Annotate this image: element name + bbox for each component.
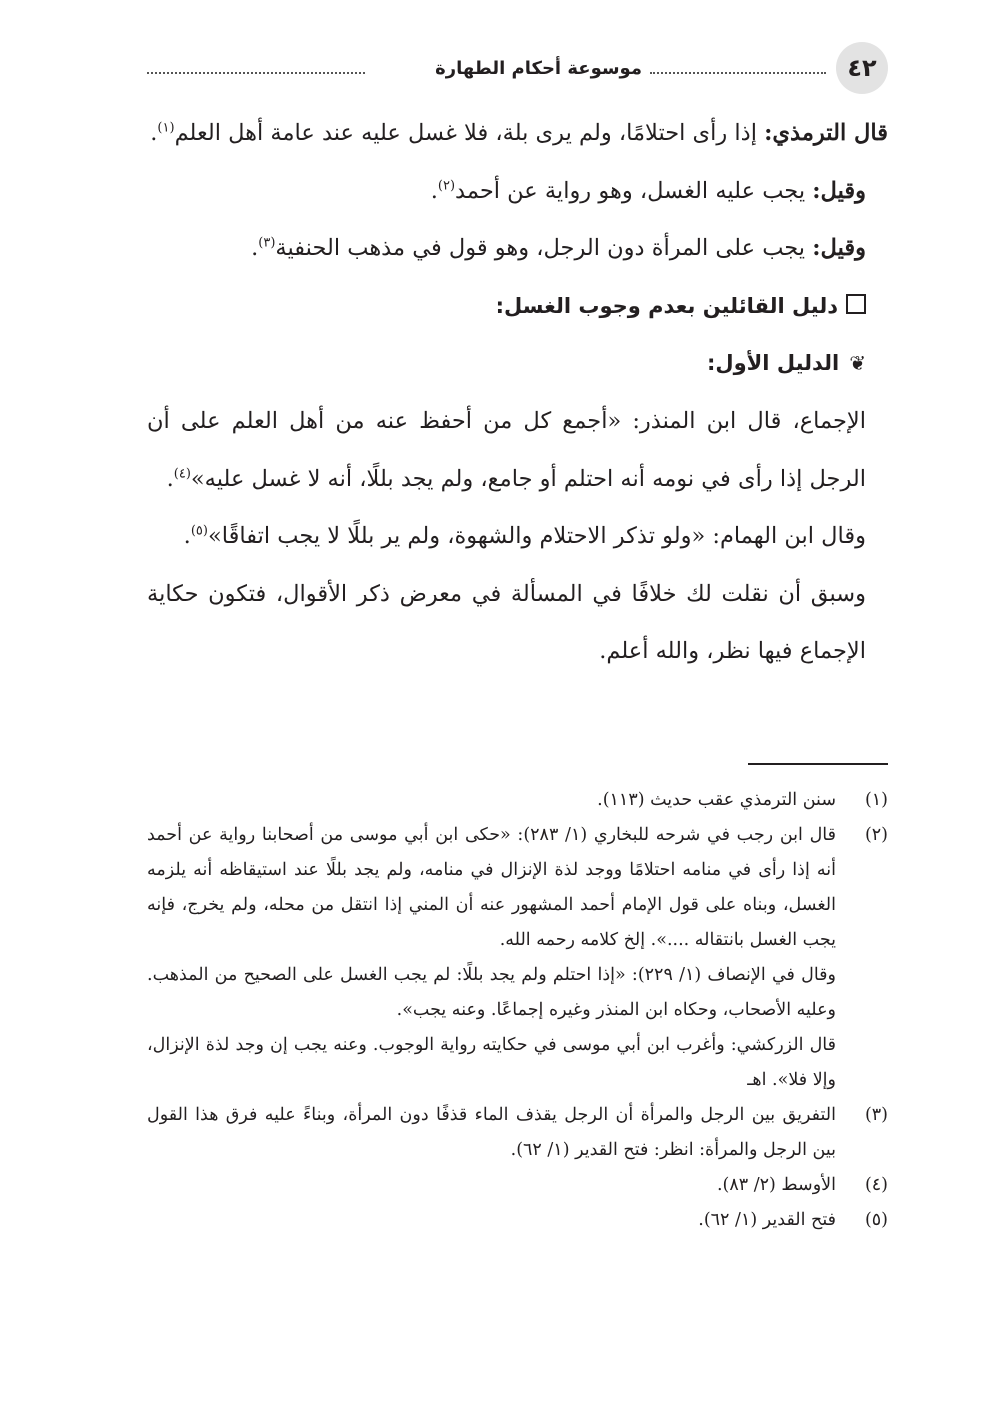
page-number: ٤٢ <box>836 42 888 94</box>
main-text <box>147 105 888 681</box>
paragraph-conclusion: وسبق أن نقلت لك خلافًا في المسألة في معرض ذكر الأقوال، فتكون حكاية الإجماع فيها نظر، والله أعلم. <box>147 580 866 665</box>
paragraph-ijma <box>147 393 888 508</box>
footnote-text: قال الزركشي: وأغرب ابن أبي موسى في حكايته رواية الوجوب. وعنه يجب إن وجد لذة الإنزال، وإلا فلا». اهـ <box>147 1035 836 1090</box>
footnotes <box>147 783 888 1238</box>
paragraph-end: . <box>166 465 174 492</box>
paragraph-end: . <box>150 120 158 146</box>
paragraph-text: إذا رأى احتلامًا، ولم يرى بلة، فلا غسل عليه عند عامة أهل العلم <box>174 120 765 146</box>
footnote-ref[interactable]: (٣) <box>258 235 276 251</box>
paragraph-end: . <box>430 177 438 204</box>
speaker-label: وقيل: <box>812 177 866 204</box>
header-dotted-rule-right <box>650 72 826 74</box>
paragraph-qila-2 <box>147 220 888 278</box>
footnote-text: فتح القدير (١/ ٦٢). <box>698 1210 836 1230</box>
footnote-number: (٥) <box>864 1210 888 1230</box>
footnote-3 <box>147 1098 888 1168</box>
checkbox-icon <box>846 294 866 314</box>
speaker-label: وقيل: <box>812 235 866 262</box>
footnote-number: (٢) <box>864 825 888 845</box>
paragraph-text: الإجماع، قال ابن المنذر: «أجمع كل من أحفظ عنه من أهل العلم على أن الرجل إذا رأى في نومه أنه احتلم أو جامع، ولم يجد بللًا، أنه لا غسل عليه» <box>147 407 866 492</box>
paragraph-end: . <box>251 235 259 262</box>
paragraph-text: يجب على المرأة دون الرجل، وهو قول في مذهب الحنفية <box>275 235 813 262</box>
footnote-ref[interactable]: (٢) <box>437 178 456 194</box>
paragraph-end: . <box>183 523 191 550</box>
leaf-ornament-icon: ❦ <box>849 351 866 376</box>
subsection-heading <box>147 335 888 393</box>
footnote-4 <box>147 1168 888 1203</box>
footnote-2 <box>147 818 888 1098</box>
paragraph-qila-1 <box>147 163 888 221</box>
page-header <box>147 42 888 100</box>
running-title: موسوعة أحكام الطهارة <box>435 58 642 79</box>
speaker-label: قال الترمذي: <box>764 120 888 146</box>
paragraph-text: يجب عليه الغسل، وهو رواية عن أحمد <box>455 177 813 204</box>
footnote-separator <box>748 763 888 765</box>
footnote-text: وقال في الإنصاف (١/ ٢٢٩): «إذا احتلم ولم يجد بللًا: لم يجب الغسل على الصحيح من المذهب. وعليه الأصحاب، وحكاه ابن المنذر وغيره إجماعًا. وعنه يجب». <box>147 965 836 1020</box>
footnote-number: (٣) <box>864 1105 888 1125</box>
footnote-ref[interactable]: (٥) <box>190 523 208 539</box>
paragraph-text: وقال ابن الهمام: «ولو تذكر الاحتلام والشهوة، ولم ير بللًا لا يجب اتفاقًا» <box>207 523 866 550</box>
footnote-5 <box>147 1203 888 1238</box>
footnote-text: التفريق بين الرجل والمرأة أن الرجل يقذف الماء قذفًا دون المرأة، وبناءً عليه فرق هذا القول بين الرجل والمرأة: انظر: فتح القدير (١/ ٦٢). <box>147 1105 836 1160</box>
footnote-number: (٤) <box>864 1175 888 1195</box>
footnote-ref[interactable]: (١) <box>157 120 175 136</box>
footnote-text: سنن الترمذي عقب حديث (١١٣). <box>597 790 836 810</box>
paragraph-ibn-humam <box>147 508 888 566</box>
footnote-text: قال ابن رجب في شرحه للبخاري (١/ ٢٨٣): «حكى ابن أبي موسى من أصحابنا رواية عن أحمد أنه إذا رأى في منامه احتلامًا ووجد لذة الإنزال في منامه، ولم يجد بللًا عند استيقاظه أنه يلزمه الغسل، وبناه على قول الإمام أحمد المشهور عنه أن المني إذا انتقل من محله، ولم يخرج، فإنه يجب الغسل بانتقاله ....». إلخ كلامه رحمه الله. <box>147 825 836 950</box>
paragraph-tirmidhi <box>147 105 888 163</box>
section-heading-text: دليل القائلين بعدم وجوب الغسل: <box>495 293 838 318</box>
header-dotted-rule-left <box>147 72 365 74</box>
footnote-ref[interactable]: (٤) <box>173 466 191 482</box>
subsection-heading-text: الدليل الأول: <box>707 351 840 376</box>
footnote-number: (١) <box>864 790 888 810</box>
footnote-text: الأوسط (٢/ ٨٣). <box>716 1175 836 1195</box>
footnote-1 <box>147 783 888 818</box>
section-heading <box>147 278 888 336</box>
